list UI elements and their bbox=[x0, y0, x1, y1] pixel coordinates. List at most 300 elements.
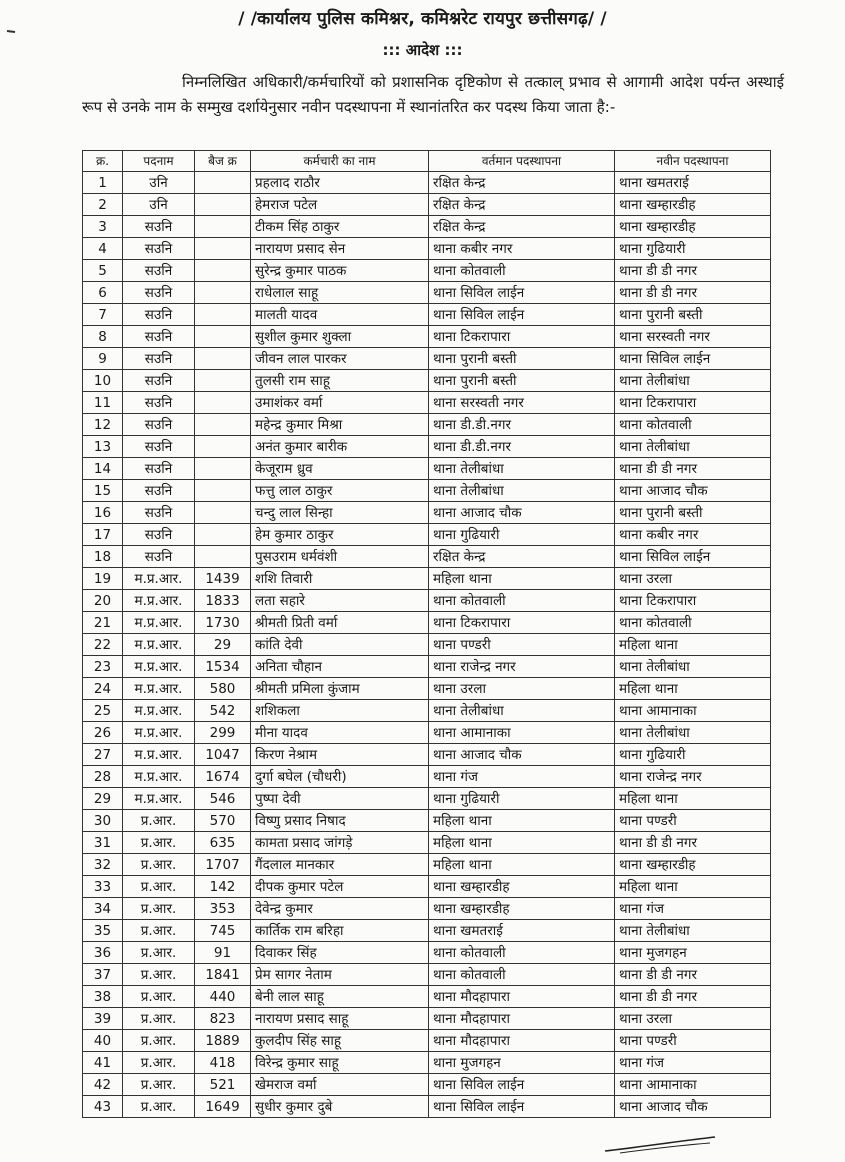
serial-cell: 8 bbox=[83, 326, 123, 348]
serial-cell: 4 bbox=[83, 238, 123, 260]
badge-cell bbox=[195, 546, 251, 568]
new-posting-cell: थाना मुजगहन bbox=[615, 942, 771, 964]
badge-cell: 1730 bbox=[195, 612, 251, 634]
new-posting-cell: थाना सिविल लाईन bbox=[615, 348, 771, 370]
employee-name-cell: केजूराम ध्रुव bbox=[251, 458, 429, 480]
table-header-row bbox=[83, 151, 771, 172]
rank-cell: म.प्र.आर. bbox=[123, 766, 195, 788]
rank-cell: प्र.आर. bbox=[123, 832, 195, 854]
employee-name-cell: हेम कुमार ठाकुर bbox=[251, 524, 429, 546]
new-posting-cell: थाना आजाद चौक bbox=[615, 1096, 771, 1118]
new-posting-cell: थाना डी डी नगर bbox=[615, 832, 771, 854]
rank-cell: सउनि bbox=[123, 458, 195, 480]
badge-cell: 1841 bbox=[195, 964, 251, 986]
table-row bbox=[83, 458, 771, 480]
serial-cell: 13 bbox=[83, 436, 123, 458]
current-posting-cell: थाना गंज bbox=[429, 766, 615, 788]
badge-cell bbox=[195, 194, 251, 216]
header-serial: क्र. bbox=[83, 151, 123, 172]
employee-name-cell: पुष्पा देवी bbox=[251, 788, 429, 810]
rank-cell: सउनि bbox=[123, 546, 195, 568]
current-posting-cell: थाना कोतवाली bbox=[429, 942, 615, 964]
rank-cell: प्र.आर. bbox=[123, 1074, 195, 1096]
table-row bbox=[83, 700, 771, 722]
rank-cell: सउनि bbox=[123, 436, 195, 458]
serial-cell: 9 bbox=[83, 348, 123, 370]
new-posting-cell: थाना उरला bbox=[615, 568, 771, 590]
rank-cell: म.प्र.आर. bbox=[123, 722, 195, 744]
rank-cell: सउनि bbox=[123, 480, 195, 502]
table-row bbox=[83, 370, 771, 392]
employee-name-cell: मीना यादव bbox=[251, 722, 429, 744]
current-posting-cell: थाना सिविल लाईन bbox=[429, 1096, 615, 1118]
employee-name-cell: तुलसी राम साहू bbox=[251, 370, 429, 392]
current-posting-cell: थाना आमानाका bbox=[429, 722, 615, 744]
employee-name-cell: उमाशंकर वर्मा bbox=[251, 392, 429, 414]
serial-cell: 22 bbox=[83, 634, 123, 656]
new-posting-cell: थाना कोतवाली bbox=[615, 612, 771, 634]
badge-cell bbox=[195, 172, 251, 194]
employee-name-cell: खेमराज वर्मा bbox=[251, 1074, 429, 1096]
badge-cell: 823 bbox=[195, 1008, 251, 1030]
table-row bbox=[83, 920, 771, 942]
new-posting-cell: थाना पुरानी बस्ती bbox=[615, 304, 771, 326]
new-posting-cell: थाना पुरानी बस्ती bbox=[615, 502, 771, 524]
serial-cell: 28 bbox=[83, 766, 123, 788]
employee-name-cell: टीकम सिंह ठाकुर bbox=[251, 216, 429, 238]
table-row bbox=[83, 524, 771, 546]
serial-cell: 10 bbox=[83, 370, 123, 392]
badge-cell bbox=[195, 348, 251, 370]
table-row bbox=[83, 304, 771, 326]
badge-cell: 299 bbox=[195, 722, 251, 744]
badge-cell: 745 bbox=[195, 920, 251, 942]
rank-cell: प्र.आर. bbox=[123, 898, 195, 920]
current-posting-cell: थाना तेलीबांधा bbox=[429, 480, 615, 502]
badge-cell: 570 bbox=[195, 810, 251, 832]
rank-cell: सउनि bbox=[123, 326, 195, 348]
employee-name-cell: नारायण प्रसाद सेन bbox=[251, 238, 429, 260]
new-posting-cell: थाना डी डी नगर bbox=[615, 986, 771, 1008]
current-posting-cell: थाना तेलीबांधा bbox=[429, 458, 615, 480]
rank-cell: म.प्र.आर. bbox=[123, 788, 195, 810]
employee-name-cell: विष्णु प्रसाद निषाद bbox=[251, 810, 429, 832]
badge-cell: 353 bbox=[195, 898, 251, 920]
serial-cell: 39 bbox=[83, 1008, 123, 1030]
rank-cell: प्र.आर. bbox=[123, 986, 195, 1008]
table-row bbox=[83, 392, 771, 414]
employee-name-cell: शशि तिवारी bbox=[251, 568, 429, 590]
employee-name-cell: कांति देवी bbox=[251, 634, 429, 656]
serial-cell: 18 bbox=[83, 546, 123, 568]
table-row bbox=[83, 348, 771, 370]
table-row bbox=[83, 766, 771, 788]
table-row bbox=[83, 788, 771, 810]
signature-icon bbox=[600, 1135, 720, 1155]
rank-cell: सउनि bbox=[123, 392, 195, 414]
table-row bbox=[83, 436, 771, 458]
employee-name-cell: प्रहलाद राठौर bbox=[251, 172, 429, 194]
employee-name-cell: कुलदीप सिंह साहू bbox=[251, 1030, 429, 1052]
current-posting-cell: थाना डी.डी.नगर bbox=[429, 436, 615, 458]
rank-cell: प्र.आर. bbox=[123, 810, 195, 832]
current-posting-cell: महिला थाना bbox=[429, 810, 615, 832]
table-row bbox=[83, 854, 771, 876]
rank-cell: प्र.आर. bbox=[123, 1030, 195, 1052]
serial-cell: 2 bbox=[83, 194, 123, 216]
rank-cell: सउनि bbox=[123, 502, 195, 524]
rank-cell: प्र.आर. bbox=[123, 854, 195, 876]
badge-cell: 546 bbox=[195, 788, 251, 810]
current-posting-cell: थाना मुजगहन bbox=[429, 1052, 615, 1074]
employee-name-cell: फत्तु लाल ठाकुर bbox=[251, 480, 429, 502]
rank-cell: सउनि bbox=[123, 216, 195, 238]
new-posting-cell: थाना गंज bbox=[615, 1052, 771, 1074]
rank-cell: म.प्र.आर. bbox=[123, 656, 195, 678]
current-posting-cell: थाना सिविल लाईन bbox=[429, 304, 615, 326]
current-posting-cell: थाना सिविल लाईन bbox=[429, 282, 615, 304]
badge-cell: 418 bbox=[195, 1052, 251, 1074]
table-row bbox=[83, 480, 771, 502]
current-posting-cell: थाना आजाद चौक bbox=[429, 744, 615, 766]
new-posting-cell: थाना कबीर नगर bbox=[615, 524, 771, 546]
employee-name-cell: हेमराज पटेल bbox=[251, 194, 429, 216]
new-posting-cell: थाना खम्हारडीह bbox=[615, 216, 771, 238]
table-row bbox=[83, 612, 771, 634]
current-posting-cell: थाना राजेन्द्र नगर bbox=[429, 656, 615, 678]
badge-cell bbox=[195, 238, 251, 260]
new-posting-cell: महिला थाना bbox=[615, 678, 771, 700]
table-row bbox=[83, 656, 771, 678]
badge-cell: 1889 bbox=[195, 1030, 251, 1052]
badge-cell bbox=[195, 370, 251, 392]
serial-cell: 30 bbox=[83, 810, 123, 832]
employee-name-cell: विरेन्द्र कुमार साहू bbox=[251, 1052, 429, 1074]
new-posting-cell: थाना टिकरापारा bbox=[615, 392, 771, 414]
table-row bbox=[83, 590, 771, 612]
employee-name-cell: दिवाकर सिंह bbox=[251, 942, 429, 964]
table-row bbox=[83, 1096, 771, 1118]
new-posting-cell: थाना तेलीबांधा bbox=[615, 656, 771, 678]
badge-cell: 142 bbox=[195, 876, 251, 898]
order-heading: ::: आदेश ::: bbox=[382, 41, 463, 59]
badge-cell: 29 bbox=[195, 634, 251, 656]
header-employee-name: कर्मचारी का नाम bbox=[251, 151, 429, 172]
employee-name-cell: पुसउराम धर्मवंशी bbox=[251, 546, 429, 568]
employee-name-cell: राधेलाल साहू bbox=[251, 282, 429, 304]
employee-name-cell: अनिता चौहान bbox=[251, 656, 429, 678]
badge-cell: 1047 bbox=[195, 744, 251, 766]
new-posting-cell: थाना तेलीबांधा bbox=[615, 436, 771, 458]
employee-name-cell: सुधीर कुमार दुबे bbox=[251, 1096, 429, 1118]
new-posting-cell: महिला थाना bbox=[615, 634, 771, 656]
employee-name-cell: श्रीमती प्रमिला कुंजाम bbox=[251, 678, 429, 700]
badge-cell bbox=[195, 282, 251, 304]
serial-cell: 34 bbox=[83, 898, 123, 920]
new-posting-cell: थाना डी डी नगर bbox=[615, 458, 771, 480]
table-row bbox=[83, 172, 771, 194]
employee-name-cell: किरण नेश्राम bbox=[251, 744, 429, 766]
current-posting-cell: महिला थाना bbox=[429, 568, 615, 590]
badge-cell bbox=[195, 304, 251, 326]
current-posting-cell: थाना मौदहापारा bbox=[429, 1008, 615, 1030]
rank-cell: सउनि bbox=[123, 282, 195, 304]
employee-name-cell: महेन्द्र कुमार मिश्रा bbox=[251, 414, 429, 436]
new-posting-cell: थाना डी डी नगर bbox=[615, 260, 771, 282]
current-posting-cell: रक्षित केन्द्र bbox=[429, 194, 615, 216]
employee-name-cell: श्रीमती प्रिती वर्मा bbox=[251, 612, 429, 634]
serial-cell: 32 bbox=[83, 854, 123, 876]
table-row bbox=[83, 1074, 771, 1096]
new-posting-cell: थाना खम्हारडीह bbox=[615, 194, 771, 216]
table-row bbox=[83, 238, 771, 260]
new-posting-cell: थाना गुढियारी bbox=[615, 744, 771, 766]
serial-cell: 16 bbox=[83, 502, 123, 524]
serial-cell: 25 bbox=[83, 700, 123, 722]
employee-name-cell: सुरेन्द्र कुमार पाठक bbox=[251, 260, 429, 282]
employee-name-cell: चन्दु लाल सिन्हा bbox=[251, 502, 429, 524]
table-row bbox=[83, 876, 771, 898]
badge-cell bbox=[195, 260, 251, 282]
table-row bbox=[83, 1008, 771, 1030]
current-posting-cell: थाना मौदहापारा bbox=[429, 986, 615, 1008]
rank-cell: उनि bbox=[123, 194, 195, 216]
serial-cell: 6 bbox=[83, 282, 123, 304]
serial-cell: 11 bbox=[83, 392, 123, 414]
new-posting-cell: थाना खमतराई bbox=[615, 172, 771, 194]
employee-name-cell: प्रेम सागर नेताम bbox=[251, 964, 429, 986]
current-posting-cell: थाना गुढियारी bbox=[429, 524, 615, 546]
table-row bbox=[83, 260, 771, 282]
serial-cell: 36 bbox=[83, 942, 123, 964]
new-posting-cell: महिला थाना bbox=[615, 876, 771, 898]
new-posting-cell: महिला थाना bbox=[615, 788, 771, 810]
badge-cell bbox=[195, 436, 251, 458]
new-posting-cell: थाना सिविल लाईन bbox=[615, 546, 771, 568]
current-posting-cell: रक्षित केन्द्र bbox=[429, 216, 615, 238]
current-posting-cell: महिला थाना bbox=[429, 832, 615, 854]
current-posting-cell: थाना खम्हारडीह bbox=[429, 876, 615, 898]
badge-cell bbox=[195, 326, 251, 348]
serial-cell: 5 bbox=[83, 260, 123, 282]
new-posting-cell: थाना सरस्वती नगर bbox=[615, 326, 771, 348]
table-row bbox=[83, 810, 771, 832]
header-rank: पदनाम bbox=[123, 151, 195, 172]
transfer-table bbox=[82, 150, 771, 1118]
employee-name-cell: सुशील कुमार शुक्ला bbox=[251, 326, 429, 348]
rank-cell: म.प्र.आर. bbox=[123, 590, 195, 612]
rank-cell: सउनि bbox=[123, 370, 195, 392]
table-row bbox=[83, 414, 771, 436]
employee-name-cell: नारायण प्रसाद साहू bbox=[251, 1008, 429, 1030]
new-posting-cell: थाना तेलीबांधा bbox=[615, 370, 771, 392]
rank-cell: म.प्र.आर. bbox=[123, 612, 195, 634]
rank-cell: सउनि bbox=[123, 414, 195, 436]
employee-name-cell: शशिकला bbox=[251, 700, 429, 722]
badge-cell: 1439 bbox=[195, 568, 251, 590]
office-title: / /कार्यालय पुलिस कमिश्नर, कमिश्नरेट रायपुर छत्तीसगढ़/ / bbox=[238, 9, 607, 29]
rank-cell: म.प्र.आर. bbox=[123, 700, 195, 722]
new-posting-cell: थाना गुढियारी bbox=[615, 238, 771, 260]
badge-cell bbox=[195, 524, 251, 546]
table-row bbox=[83, 282, 771, 304]
order-intro-text: निम्नलिखित अधिकारी/कर्मचारियों को प्रशासनिक दृष्टिकोण से तत्काल् प्रभाव से आगामी आदेश पर्यन्त अस्थाई रूप से उनके नाम के सम्मुख दर्शायेनुसार नवीन पदस्थापना में स्थानांतरित कर पदस्थ किया जाता है:- bbox=[82, 73, 784, 116]
serial-cell: 7 bbox=[83, 304, 123, 326]
table-body bbox=[83, 172, 771, 1118]
employee-name-cell: देवेन्द्र कुमार bbox=[251, 898, 429, 920]
new-posting-cell: थाना आमानाका bbox=[615, 700, 771, 722]
new-posting-cell: थाना गंज bbox=[615, 898, 771, 920]
rank-cell: प्र.आर. bbox=[123, 1052, 195, 1074]
current-posting-cell: थाना टिकरापारा bbox=[429, 612, 615, 634]
new-posting-cell: थाना टिकरापारा bbox=[615, 590, 771, 612]
new-posting-cell: थाना कोतवाली bbox=[615, 414, 771, 436]
header-new-posting: नवीन पदस्थापना bbox=[615, 151, 771, 172]
rank-cell: म.प्र.आर. bbox=[123, 678, 195, 700]
current-posting-cell: थाना तेलीबांधा bbox=[429, 700, 615, 722]
serial-cell: 23 bbox=[83, 656, 123, 678]
current-posting-cell: थाना टिकरापारा bbox=[429, 326, 615, 348]
new-posting-cell: थाना डी डी नगर bbox=[615, 964, 771, 986]
rank-cell: उनि bbox=[123, 172, 195, 194]
new-posting-cell: थाना तेलीबांधा bbox=[615, 920, 771, 942]
rank-cell: सउनि bbox=[123, 238, 195, 260]
header-current-posting: वर्तमान पदस्थापना bbox=[429, 151, 615, 172]
table-row bbox=[83, 502, 771, 524]
current-posting-cell: थाना डी.डी.नगर bbox=[429, 414, 615, 436]
current-posting-cell: थाना पुरानी बस्ती bbox=[429, 370, 615, 392]
new-posting-cell: थाना आजाद चौक bbox=[615, 480, 771, 502]
table-row bbox=[83, 898, 771, 920]
rank-cell: सउनि bbox=[123, 304, 195, 326]
badge-cell: 521 bbox=[195, 1074, 251, 1096]
badge-cell bbox=[195, 414, 251, 436]
rank-cell: प्र.आर. bbox=[123, 1008, 195, 1030]
current-posting-cell: थाना खम्हारडीह bbox=[429, 898, 615, 920]
serial-cell: 14 bbox=[83, 458, 123, 480]
new-posting-cell: थाना खम्हारडीह bbox=[615, 854, 771, 876]
badge-cell: 440 bbox=[195, 986, 251, 1008]
table-row bbox=[83, 986, 771, 1008]
badge-cell: 1649 bbox=[195, 1096, 251, 1118]
employee-name-cell: कामता प्रसाद जांगड़े bbox=[251, 832, 429, 854]
rank-cell: प्र.आर. bbox=[123, 942, 195, 964]
current-posting-cell: थाना आजाद चौक bbox=[429, 502, 615, 524]
rank-cell: प्र.आर. bbox=[123, 1096, 195, 1118]
current-posting-cell: थाना खमतराई bbox=[429, 920, 615, 942]
current-posting-cell: महिला थाना bbox=[429, 854, 615, 876]
table-row bbox=[83, 634, 771, 656]
serial-cell: 41 bbox=[83, 1052, 123, 1074]
serial-cell: 20 bbox=[83, 590, 123, 612]
current-posting-cell: थाना पण्डरी bbox=[429, 634, 615, 656]
serial-cell: 1 bbox=[83, 172, 123, 194]
employee-name-cell: मालती यादव bbox=[251, 304, 429, 326]
employee-name-cell: दीपक कुमार पटेल bbox=[251, 876, 429, 898]
badge-cell: 1707 bbox=[195, 854, 251, 876]
serial-cell: 12 bbox=[83, 414, 123, 436]
badge-cell bbox=[195, 216, 251, 238]
badge-cell: 1534 bbox=[195, 656, 251, 678]
serial-cell: 31 bbox=[83, 832, 123, 854]
serial-cell: 17 bbox=[83, 524, 123, 546]
current-posting-cell: थाना सिविल लाईन bbox=[429, 1074, 615, 1096]
rank-cell: म.प्र.आर. bbox=[123, 568, 195, 590]
new-posting-cell: थाना तेलीबांधा bbox=[615, 722, 771, 744]
badge-cell: 635 bbox=[195, 832, 251, 854]
employee-name-cell: अनंत कुमार बारीक bbox=[251, 436, 429, 458]
rank-cell: प्र.आर. bbox=[123, 920, 195, 942]
rank-cell: म.प्र.आर. bbox=[123, 744, 195, 766]
table-row bbox=[83, 722, 771, 744]
employee-name-cell: जीवन लाल पारकर bbox=[251, 348, 429, 370]
table-row bbox=[83, 546, 771, 568]
new-posting-cell: थाना आमानाका bbox=[615, 1074, 771, 1096]
serial-cell: 26 bbox=[83, 722, 123, 744]
current-posting-cell: थाना पुरानी बस्ती bbox=[429, 348, 615, 370]
serial-cell: 24 bbox=[83, 678, 123, 700]
table-row bbox=[83, 942, 771, 964]
table-row bbox=[83, 568, 771, 590]
table-row bbox=[83, 1052, 771, 1074]
table-row bbox=[83, 1030, 771, 1052]
badge-cell: 542 bbox=[195, 700, 251, 722]
current-posting-cell: रक्षित केन्द्र bbox=[429, 546, 615, 568]
table-row bbox=[83, 678, 771, 700]
table-row bbox=[83, 326, 771, 348]
employee-name-cell: बेनी लाल साहू bbox=[251, 986, 429, 1008]
table-row bbox=[83, 744, 771, 766]
current-posting-cell: थाना गुढियारी bbox=[429, 788, 615, 810]
new-posting-cell: थाना उरला bbox=[615, 1008, 771, 1030]
employee-name-cell: दुर्गा बघेल (चौधरी) bbox=[251, 766, 429, 788]
new-posting-cell: थाना डी डी नगर bbox=[615, 282, 771, 304]
rank-cell: प्र.आर. bbox=[123, 964, 195, 986]
rank-cell: प्र.आर. bbox=[123, 876, 195, 898]
serial-cell: 40 bbox=[83, 1030, 123, 1052]
current-posting-cell: थाना कोतवाली bbox=[429, 964, 615, 986]
current-posting-cell: थाना कोतवाली bbox=[429, 590, 615, 612]
rank-cell: सउनि bbox=[123, 524, 195, 546]
new-posting-cell: थाना पण्डरी bbox=[615, 810, 771, 832]
table-row bbox=[83, 194, 771, 216]
employee-name-cell: गैंदलाल मानकार bbox=[251, 854, 429, 876]
current-posting-cell: रक्षित केन्द्र bbox=[429, 172, 615, 194]
badge-cell: 1674 bbox=[195, 766, 251, 788]
header-badge: बैज क्र bbox=[195, 151, 251, 172]
current-posting-cell: थाना कबीर नगर bbox=[429, 238, 615, 260]
current-posting-cell: थाना सरस्वती नगर bbox=[429, 392, 615, 414]
table-row bbox=[83, 964, 771, 986]
serial-cell: 19 bbox=[83, 568, 123, 590]
rank-cell: सउनि bbox=[123, 348, 195, 370]
serial-cell: 43 bbox=[83, 1096, 123, 1118]
new-posting-cell: थाना राजेन्द्र नगर bbox=[615, 766, 771, 788]
serial-cell: 21 bbox=[83, 612, 123, 634]
badge-cell: 580 bbox=[195, 678, 251, 700]
employee-name-cell: लता सहारे bbox=[251, 590, 429, 612]
badge-cell: 91 bbox=[195, 942, 251, 964]
employee-name-cell: कार्तिक राम बरिहा bbox=[251, 920, 429, 942]
serial-cell: 27 bbox=[83, 744, 123, 766]
table-row bbox=[83, 216, 771, 238]
current-posting-cell: थाना मौदहापारा bbox=[429, 1030, 615, 1052]
serial-cell: 29 bbox=[83, 788, 123, 810]
badge-cell bbox=[195, 392, 251, 414]
serial-cell: 37 bbox=[83, 964, 123, 986]
current-posting-cell: थाना कोतवाली bbox=[429, 260, 615, 282]
serial-cell: 33 bbox=[83, 876, 123, 898]
